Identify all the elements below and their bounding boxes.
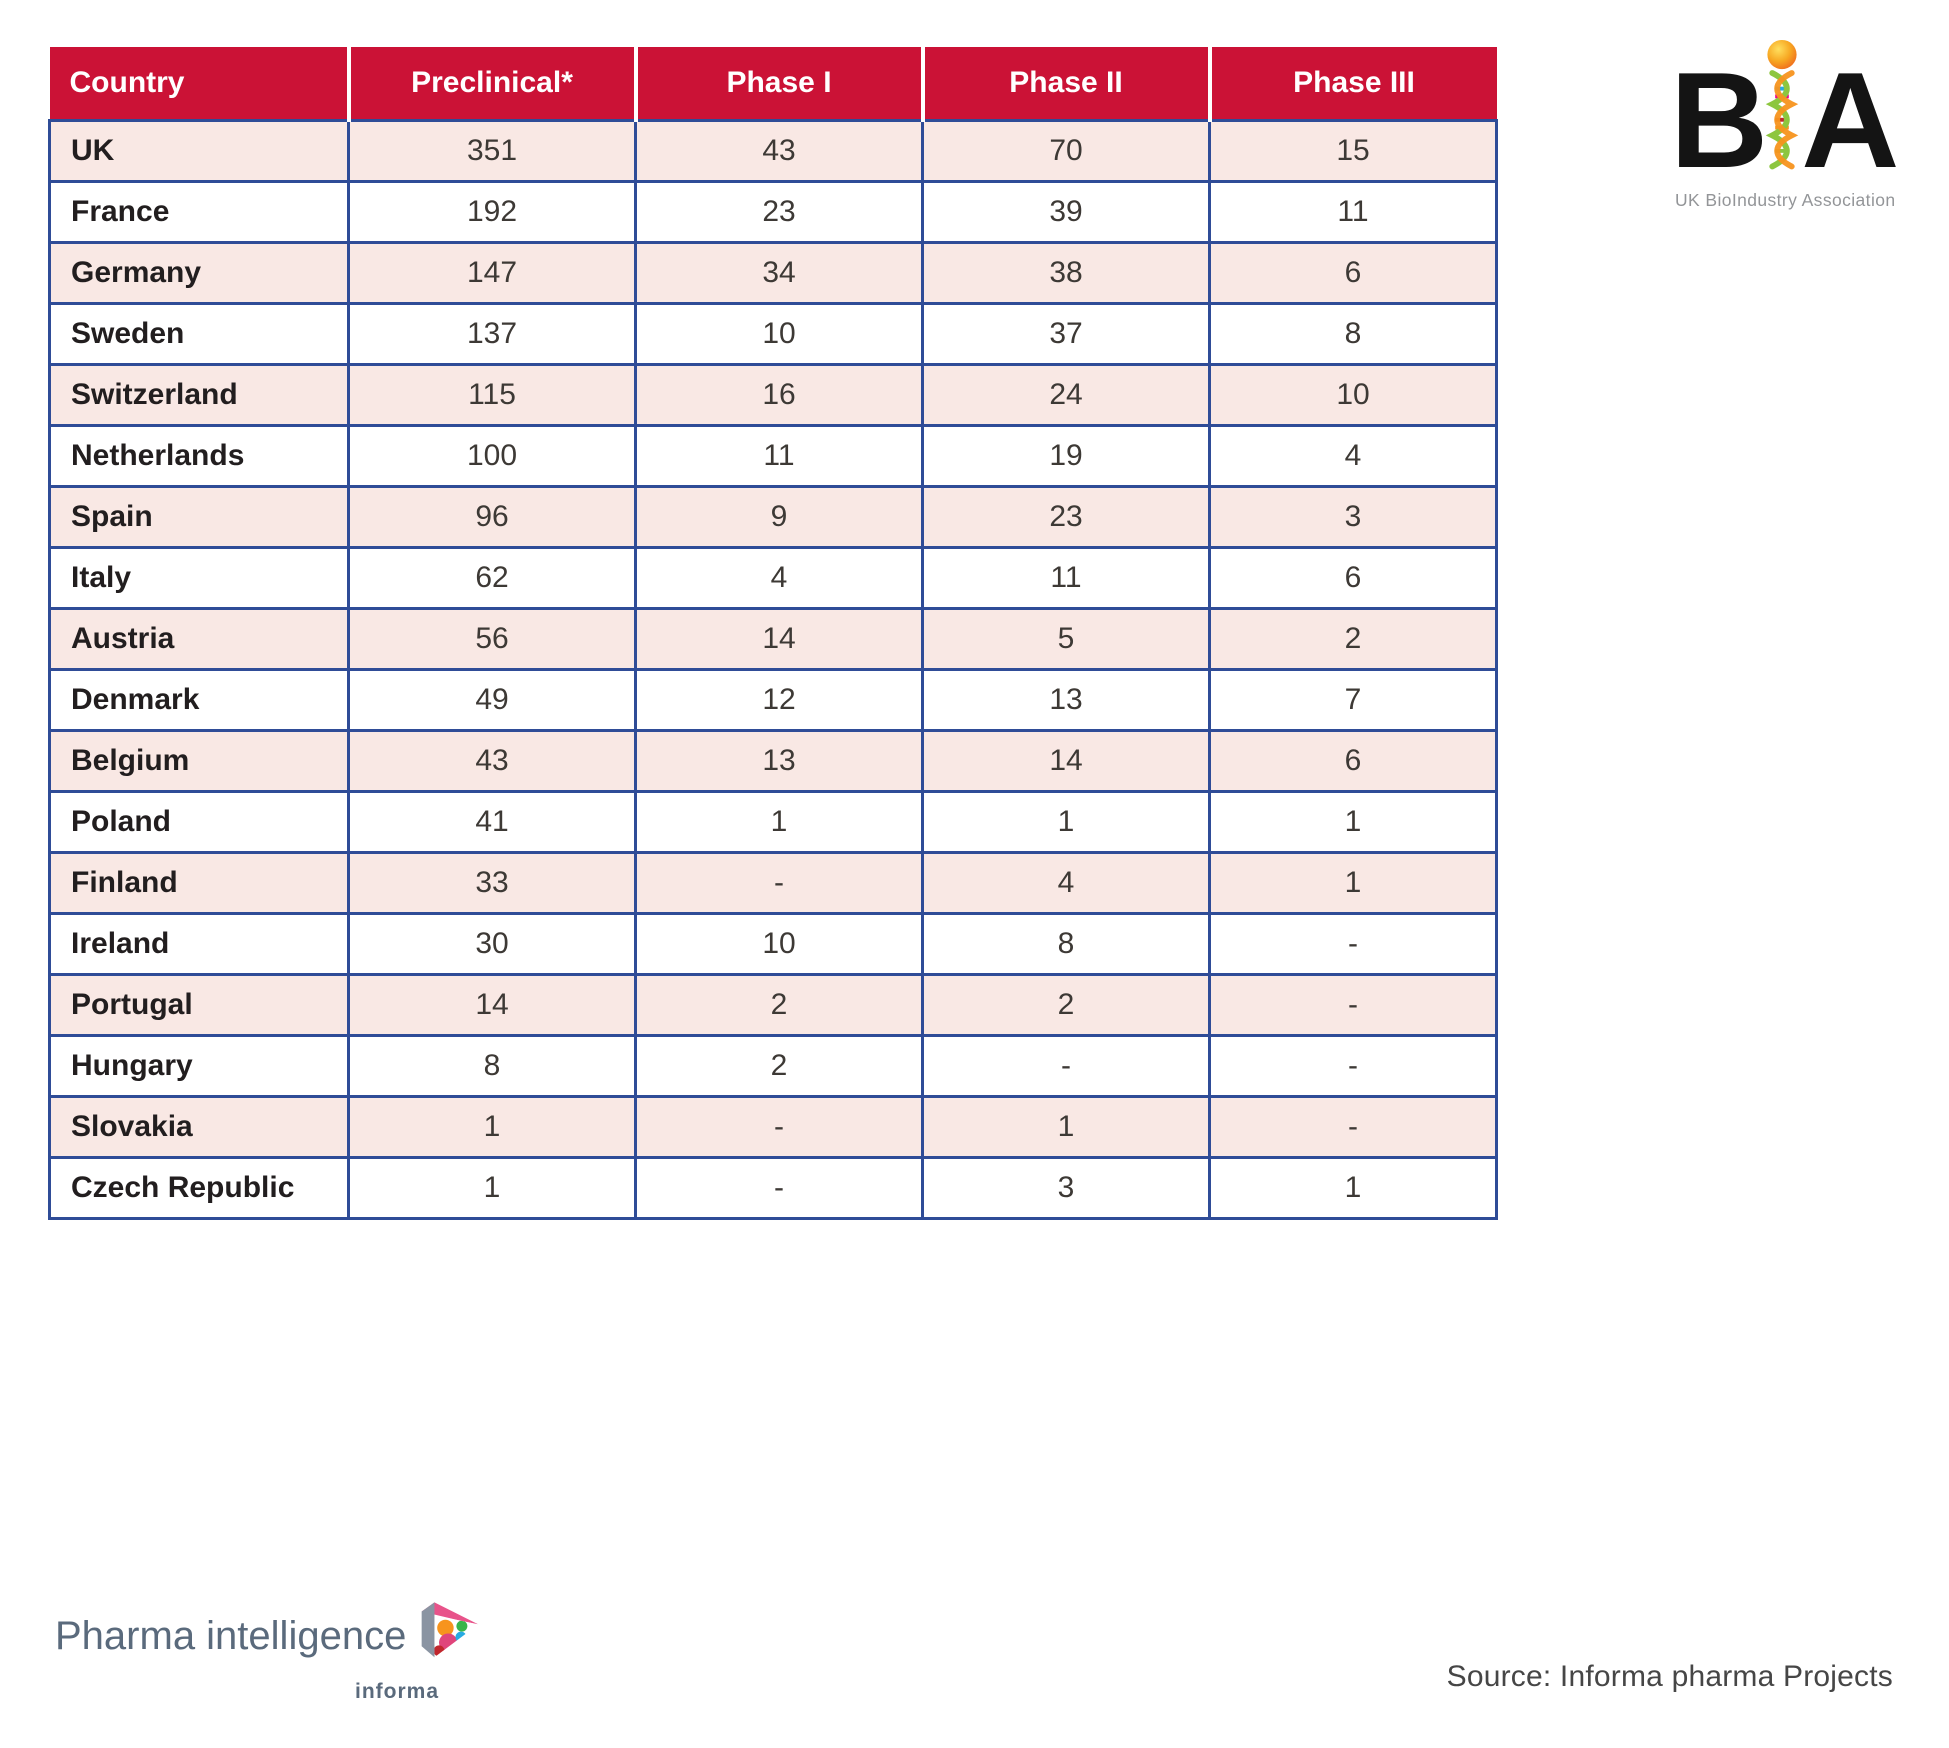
value-cell: 1 <box>349 1158 636 1219</box>
bia-logo <box>1670 38 1896 211</box>
country-cell: Sweden <box>50 304 349 365</box>
value-cell: 39 <box>923 182 1210 243</box>
value-cell: 147 <box>349 243 636 304</box>
value-cell: 6 <box>1210 243 1497 304</box>
value-cell: 41 <box>349 792 636 853</box>
table-row <box>50 1158 1497 1219</box>
table-row <box>50 121 1497 182</box>
value-cell: 23 <box>923 487 1210 548</box>
value-cell: 8 <box>1210 304 1497 365</box>
value-cell: 3 <box>1210 487 1497 548</box>
value-cell: 4 <box>1210 426 1497 487</box>
value-cell: 7 <box>1210 670 1497 731</box>
value-cell: - <box>636 1158 923 1219</box>
value-cell: 1 <box>923 792 1210 853</box>
value-cell: 1 <box>1210 853 1497 914</box>
value-cell: 43 <box>349 731 636 792</box>
value-cell: 10 <box>1210 365 1497 426</box>
pharma-intelligence-logo <box>55 1592 575 1712</box>
value-cell: 10 <box>636 304 923 365</box>
country-cell: UK <box>50 121 349 182</box>
country-cell: Germany <box>50 243 349 304</box>
value-cell: 4 <box>923 853 1210 914</box>
value-cell: 38 <box>923 243 1210 304</box>
country-cell: Denmark <box>50 670 349 731</box>
value-cell: 33 <box>349 853 636 914</box>
value-cell: - <box>1210 975 1497 1036</box>
value-cell: 62 <box>349 548 636 609</box>
value-cell: 10 <box>636 914 923 975</box>
value-cell: 13 <box>636 731 923 792</box>
country-cell: Slovakia <box>50 1097 349 1158</box>
value-cell: 2 <box>923 975 1210 1036</box>
bia-letter-b: B <box>1670 44 1764 196</box>
value-cell: 37 <box>923 304 1210 365</box>
value-cell: 1 <box>923 1097 1210 1158</box>
value-cell: 1 <box>349 1097 636 1158</box>
value-cell: 96 <box>349 487 636 548</box>
value-cell: 192 <box>349 182 636 243</box>
table-row <box>50 182 1497 243</box>
value-cell: 11 <box>1210 182 1497 243</box>
value-cell: 4 <box>636 548 923 609</box>
country-cell: Poland <box>50 792 349 853</box>
value-cell: 12 <box>636 670 923 731</box>
value-cell: 2 <box>1210 609 1497 670</box>
country-cell: Czech Republic <box>50 1158 349 1219</box>
value-cell: 14 <box>349 975 636 1036</box>
table-row <box>50 243 1497 304</box>
value-cell: 137 <box>349 304 636 365</box>
country-cell: France <box>50 182 349 243</box>
country-cell: Ireland <box>50 914 349 975</box>
country-cell: Belgium <box>50 731 349 792</box>
value-cell: 13 <box>923 670 1210 731</box>
value-cell: 23 <box>636 182 923 243</box>
value-cell: 1 <box>1210 792 1497 853</box>
value-cell: 70 <box>923 121 1210 182</box>
table-row <box>50 670 1497 731</box>
value-cell: 8 <box>923 914 1210 975</box>
column-header-phase3: Phase III <box>1210 47 1497 121</box>
value-cell: 351 <box>349 121 636 182</box>
bia-letters <box>1670 38 1896 196</box>
country-cell: Finland <box>50 853 349 914</box>
value-cell: 14 <box>636 609 923 670</box>
pipeline-table <box>48 47 1498 1220</box>
table-header-row <box>50 47 1497 121</box>
bia-letter-a: A <box>1801 44 1895 196</box>
table-row <box>50 731 1497 792</box>
country-cell: Italy <box>50 548 349 609</box>
value-cell: 30 <box>349 914 636 975</box>
value-cell: 6 <box>1210 548 1497 609</box>
value-cell: 15 <box>1210 121 1497 182</box>
column-header-country: Country <box>50 47 349 121</box>
table-row <box>50 1097 1497 1158</box>
table-row <box>50 304 1497 365</box>
value-cell: 49 <box>349 670 636 731</box>
value-cell: 56 <box>349 609 636 670</box>
informa-wordmark: informa <box>355 1680 440 1703</box>
pharma-intelligence-title: Pharma intelligence <box>55 1614 407 1658</box>
source-caption: Source: Informa pharma Projects <box>1446 1660 1893 1693</box>
table-row <box>50 548 1497 609</box>
value-cell: - <box>1210 1036 1497 1097</box>
value-cell: 16 <box>636 365 923 426</box>
value-cell: 115 <box>349 365 636 426</box>
value-cell: 1 <box>636 792 923 853</box>
table-row <box>50 487 1497 548</box>
value-cell: - <box>1210 1097 1497 1158</box>
table-row <box>50 365 1497 426</box>
value-cell: 100 <box>349 426 636 487</box>
value-cell: 3 <box>923 1158 1210 1219</box>
country-cell: Austria <box>50 609 349 670</box>
value-cell: 2 <box>636 1036 923 1097</box>
value-cell: - <box>636 1097 923 1158</box>
value-cell: 24 <box>923 365 1210 426</box>
country-cell: Switzerland <box>50 365 349 426</box>
table-row <box>50 853 1497 914</box>
country-cell: Spain <box>50 487 349 548</box>
column-header-phase2: Phase II <box>923 47 1210 121</box>
value-cell: - <box>1210 914 1497 975</box>
value-cell: 2 <box>636 975 923 1036</box>
value-cell: - <box>923 1036 1210 1097</box>
table-row <box>50 975 1497 1036</box>
column-header-preclinical: Preclinical* <box>349 47 636 121</box>
value-cell: - <box>636 853 923 914</box>
value-cell: 8 <box>349 1036 636 1097</box>
country-cell: Netherlands <box>50 426 349 487</box>
table-row <box>50 914 1497 975</box>
table-row <box>50 426 1497 487</box>
value-cell: 1 <box>1210 1158 1497 1219</box>
value-cell: 11 <box>636 426 923 487</box>
country-cell: Portugal <box>50 975 349 1036</box>
column-header-phase1: Phase I <box>636 47 923 121</box>
value-cell: 6 <box>1210 731 1497 792</box>
value-cell: 43 <box>636 121 923 182</box>
value-cell: 5 <box>923 609 1210 670</box>
informa-logo-icon <box>418 1592 482 1664</box>
value-cell: 11 <box>923 548 1210 609</box>
country-cell: Hungary <box>50 1036 349 1097</box>
value-cell: 34 <box>636 243 923 304</box>
value-cell: 19 <box>923 426 1210 487</box>
value-cell: 9 <box>636 487 923 548</box>
table-row <box>50 609 1497 670</box>
table-row <box>50 1036 1497 1097</box>
table-row <box>50 792 1497 853</box>
value-cell: 14 <box>923 731 1210 792</box>
dna-helix-icon <box>1759 38 1805 184</box>
bia-subtitle: UK BioIndustry Association <box>1675 190 1896 210</box>
